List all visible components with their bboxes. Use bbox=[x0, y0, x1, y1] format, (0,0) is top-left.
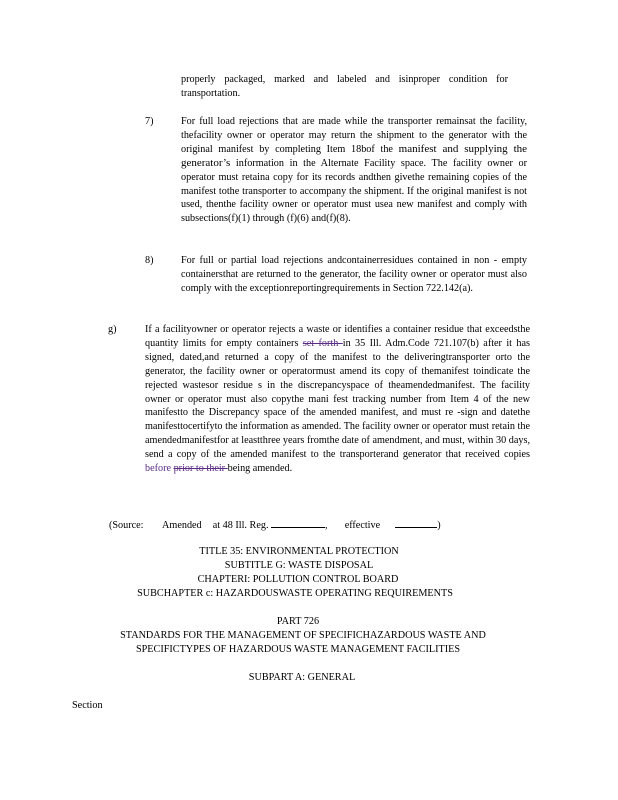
item-8-label: 8) bbox=[145, 255, 154, 266]
section-label: Section bbox=[72, 700, 103, 711]
item-8-text: For full or partial load rejections andcontainerresidues contained in non - empty containersthat are returned to the generator, the facility owner or operator must also comply with the exceptionreportingrequirements in Section 722.142(a). bbox=[181, 255, 527, 294]
register-page-blank bbox=[271, 518, 325, 528]
item-7-text-a: For full load rejections that are made while the transporter remainsat the facility, thefacility owner or operator may return the shipment to the generator with the original manifest by completing Item 18bof the bbox=[181, 116, 527, 155]
part-title-line-2: SPECIFICTYPES OF HAZARDOUS WASTE MANAGEMENT FACILITIES bbox=[135, 644, 461, 655]
subpart-heading: SUBPART A: GENERAL bbox=[248, 672, 356, 683]
source-amended: Amended bbox=[162, 520, 202, 531]
item-7-text-b: manifest and supplying the generator’s bbox=[181, 142, 528, 169]
source-register: at 48 Ill. Reg. bbox=[212, 520, 269, 531]
source-comma: , bbox=[325, 520, 328, 531]
source-note bbox=[109, 518, 441, 533]
item-7-label: 7) bbox=[145, 116, 154, 127]
effective-date-blank bbox=[395, 518, 437, 528]
inserted-text-before: before bbox=[145, 463, 174, 475]
deleted-text-set-forth: set forth bbox=[302, 337, 343, 349]
item-g-text-a: If a facilityowner or operator rejects a waste or identifies a container residue that exceedsthe quantity limits for empty containers bbox=[145, 324, 530, 349]
item-7-text-c: information in the Alternate Facility space. The facility owner or operator must retaina copy for its records andthen givethe remaining copies of the manifest tothe transporter to accompany the shipment. If the original manifest is not used, thenthe facility owner or operator must usea new manifest and comply with subsections(f)(1) through (f)(6) and(f)(8). bbox=[181, 157, 527, 225]
source-effective: effective bbox=[344, 520, 381, 531]
continuation-text: properly packaged, marked and labeled and isinproper condition for transportation. bbox=[181, 74, 508, 99]
subchapter-heading: SUBCHAPTER c: HAZARDOUSWASTE OPERATING REQUIREMENTS bbox=[137, 588, 453, 599]
source-close: ) bbox=[437, 520, 441, 531]
item-g-text-b: in 35 Ill. Adm.Code 721.107(b) after it has signed, dated,and returned a copy of the manifest to the deliveringtransporter orto the generator, the facility owner or operatormust amend its copy of themanifest toindicate the rejected wastesor residue s in the discrepancyspace of theamendedmanifest. The facility owner or operator must also copythe mani fest tracking number from Item 4 of the new manifestto the Discrepancy space of the amended manifest, and must re -sign and datethe manifesttocertifyto the information as amended. The facility owner or operator must retain the amendedmanifestfor at leastthree years fromthe date of amendment, and must, within 30 days, send a copy of the amended manifest to the transporterand generator that received copies bbox=[145, 337, 530, 461]
title-heading: TITLE 35: ENVIRONMENTAL PROTECTION bbox=[199, 546, 399, 557]
part-title-line-1: STANDARDS FOR THE MANAGEMENT OF SPECIFICHAZARDOUS WASTE AND bbox=[120, 630, 486, 641]
item-8-paragraph bbox=[181, 254, 527, 296]
item-7-paragraph bbox=[181, 115, 527, 226]
item-g-paragraph bbox=[145, 323, 530, 476]
chapter-heading: CHAPTERI: POLLUTION CONTROL BOARD bbox=[197, 574, 399, 585]
continuation-paragraph bbox=[181, 73, 508, 101]
item-g-text-c: being amended. bbox=[227, 463, 293, 475]
subtitle-heading: SUBTITLE G: WASTE DISPOSAL bbox=[224, 560, 374, 571]
part-heading: PART 726 bbox=[276, 616, 320, 627]
deleted-text-prior-to-their: prior to their bbox=[173, 463, 228, 475]
source-lead: (Source: bbox=[109, 520, 144, 531]
item-g-label: g) bbox=[108, 324, 117, 335]
